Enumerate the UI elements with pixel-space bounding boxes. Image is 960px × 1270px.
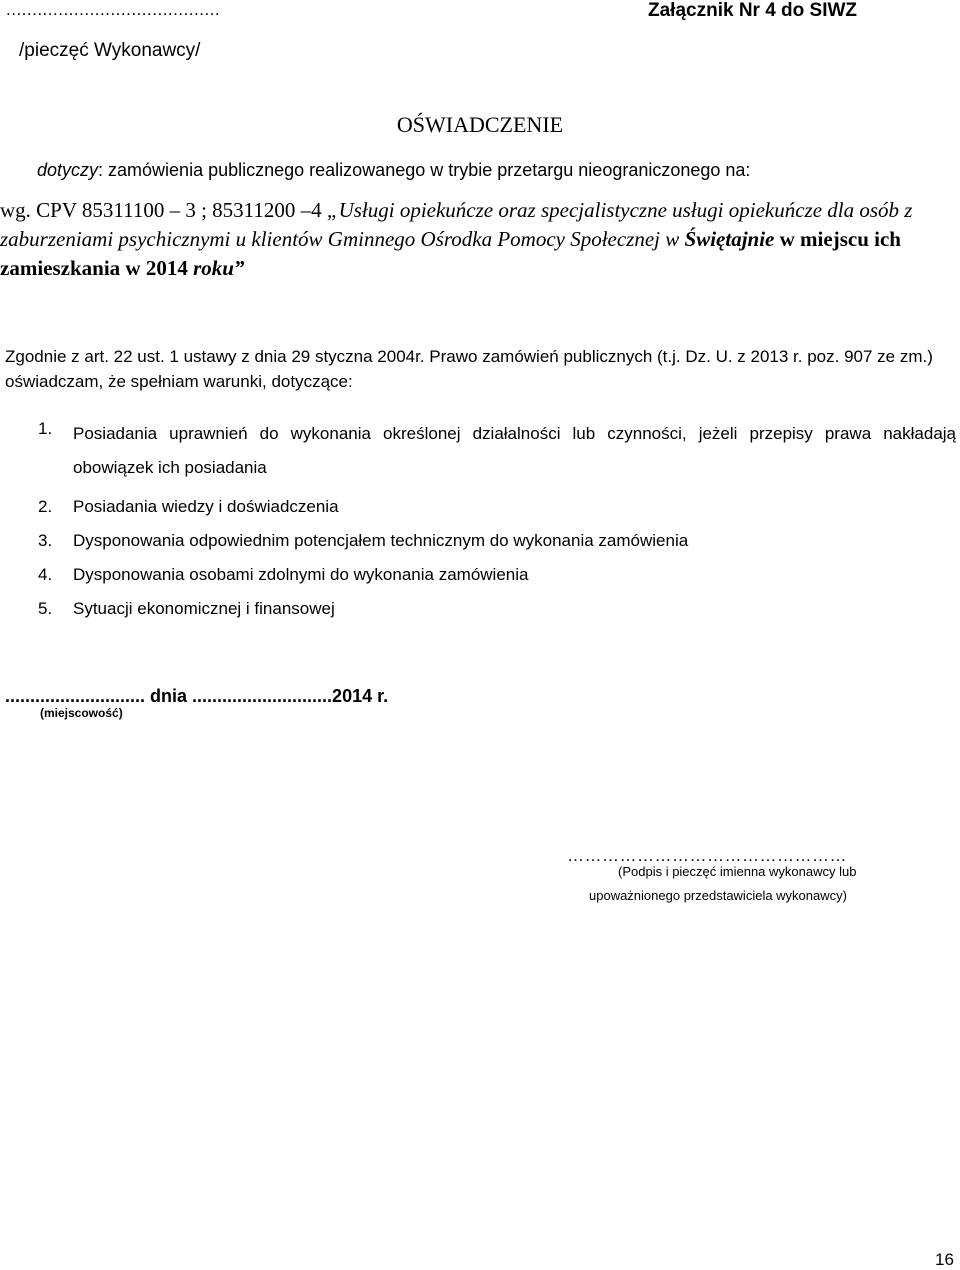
list-item-text: Dysponowania osobami zdolnymi do wykonania zamówienia	[73, 565, 529, 584]
legal-basis-paragraph: Zgodnie z art. 22 ust. 1 ustawy z dnia 29 styczna 2004r. Prawo zamówień publicznych (t.j. Dz. U. z 2013 r. poz. 907 ze zm.) oświadczam, że spełniam warunki, dotyczące:	[5, 347, 933, 391]
place-date-line: ............................ dnia ............................2014 r.	[5, 686, 389, 706]
document-title-text: OŚWIADCZENIE	[396, 112, 564, 137]
concerns-text: : zamówienia publicznego realizowanego w trybie przetargu nieograniczonego na:	[98, 160, 751, 180]
list-item	[38, 563, 956, 587]
stamp-label: /pieczęć Wykonawcy/	[19, 40, 201, 61]
list-item	[38, 417, 956, 485]
subject-end: roku”	[193, 256, 245, 280]
subject-prefix: wg. CPV 85311100 – 3 ; 85311200 –4	[0, 198, 327, 222]
list-item-number: 1.	[38, 419, 53, 438]
concerns-line	[37, 160, 750, 181]
subject-place: Świętajnie	[684, 227, 775, 251]
subject-italic: „Usługi opiekuńcze oraz specjalistyczne usługi opiekuńcze dla osób z zaburzeniami psychicznymi u klientów Gminnego Ośrodka Pomocy Społecznej w	[0, 198, 913, 251]
signature-caption-line1: (Podpis i pieczęć imienna wykonawcy lub	[618, 864, 857, 879]
subject-bold: w miejscu ich zamieszkania w 2014	[0, 227, 901, 280]
place-label: (miejscowość)	[40, 706, 123, 720]
list-item-text: Posiadania wiedzy i doświadczenia	[73, 497, 339, 516]
tender-subject	[0, 196, 958, 283]
list-item-number: 4.	[38, 565, 53, 584]
page-number: 16	[935, 1250, 954, 1269]
signature-caption-line2: upoważnionego przedstawiciela wykonawcy)	[589, 888, 847, 903]
list-item-text: Posiadania uprawnień do wykonania określonej działalności lub czynności, jeżeli przepisy prawa nakładają obowiązek ich posiadania	[73, 424, 956, 477]
document-title	[0, 112, 960, 138]
list-item	[38, 529, 956, 553]
list-item-number: 5.	[38, 599, 53, 618]
conditions-list	[38, 419, 956, 631]
stamp-placeholder-dots: .........................................	[6, 0, 221, 19]
list-item-number: 2.	[38, 497, 53, 516]
signature-dots: …………………………………………	[567, 846, 847, 865]
list-item	[38, 495, 956, 519]
list-item-text: Dysponowania odpowiednim potencjałem technicznym do wykonania zamówienia	[73, 531, 689, 550]
list-item-number: 3.	[38, 531, 53, 550]
concerns-label: dotyczy	[37, 160, 99, 180]
list-item	[38, 597, 956, 621]
annex-heading: Załącznik Nr 4 do SIWZ	[648, 0, 858, 21]
list-item-text: Sytuacji ekonomicznej i finansowej	[73, 599, 335, 618]
